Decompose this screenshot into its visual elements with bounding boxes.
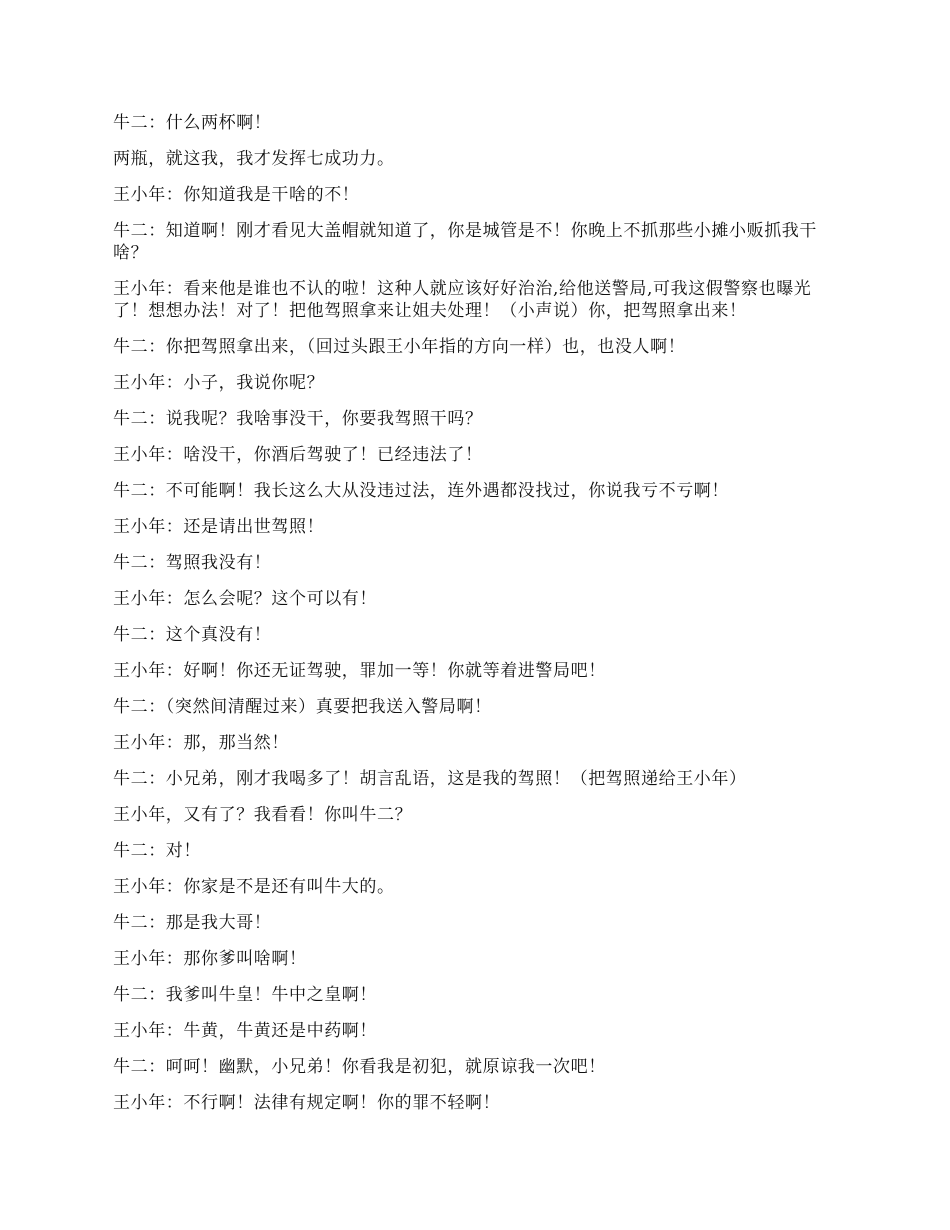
dialogue-line: 王小年：怎么会呢？这个可以有！ <box>113 589 377 609</box>
dialogue-line: 牛二：不可能啊！我长这么大从没违过法，连外遇都没找过，你说我亏不亏啊！ <box>113 481 729 501</box>
dialogue-line: 王小年：小子，我说你呢？ <box>113 373 325 393</box>
dialogue-line: 牛二：我爹叫牛皇！牛中之皇啊！ <box>113 985 377 1005</box>
dialogue-line: 王小年：那你爹叫啥啊！ <box>113 949 307 969</box>
dialogue-line: 牛二：对！ <box>113 841 201 861</box>
dialogue-line: 王小年，又有了？我看看！你叫牛二？ <box>113 805 413 825</box>
dialogue-line: 牛二：什么两杯啊！ <box>113 113 272 133</box>
dialogue-line: 牛二：说我呢？我啥事没干，你要我驾照干吗？ <box>113 409 483 429</box>
dialogue-line: 王小年：那，那当然！ <box>113 733 289 753</box>
dialogue-line: 王小年：你知道我是干啥的不！ <box>113 185 360 205</box>
dialogue-line: 王小年：不行啊！法律有规定啊！你的罪不轻啊！ <box>113 1093 501 1113</box>
dialogue-line: 牛二：小兄弟，刚才我喝多了！胡言乱语，这是我的驾照！（把驾照递给王小年） <box>113 769 747 789</box>
dialogue-line: 王小年：牛黄，牛黄还是中药啊！ <box>113 1021 377 1041</box>
dialogue-line: 王小年：啥没干，你酒后驾驶了！已经违法了！ <box>113 445 483 465</box>
dialogue-line: 牛二：知道啊！刚才看见大盖帽就知道了，你是城管是不！你晚上不抓那些小摊小贩抓我干啥？ <box>113 221 817 263</box>
dialogue-line: 王小年：好啊！你还无证驾驶，罪加一等！你就等着进警局吧！ <box>113 661 606 681</box>
dialogue-line: 牛二：驾照我没有！ <box>113 553 272 573</box>
dialogue-line: 牛二：这个真没有！ <box>113 625 272 645</box>
dialogue-line: 王小年：还是请出世驾照！ <box>113 517 325 537</box>
dialogue-line: 牛二：你把驾照拿出来，（回过头跟王小年指的方向一样）也，也没人啊！ <box>113 337 686 357</box>
dialogue-line: 牛二：（突然间清醒过来）真要把我送入警局啊！ <box>113 697 492 717</box>
dialogue-line: 王小年：看来他是谁也不认的啦！这种人就应该好好治治,给他送警局,可我这假警察也曝光了！想想办法！对了！把他驾照拿来让姐夫处理！（小声说）你，把驾照拿出来！ <box>113 279 812 321</box>
dialogue-line: 牛二：那是我大哥！ <box>113 913 272 933</box>
dialogue-line: 王小年：你家是不是还有叫牛大的。 <box>113 877 395 897</box>
dialogue-text <box>113 112 841 1128</box>
dialogue-line: 两瓶，就这我，我才发挥七成功力。 <box>113 149 395 169</box>
dialogue-line: 牛二：呵呵！幽默，小兄弟！你看我是初犯，就原谅我一次吧！ <box>113 1057 606 1077</box>
